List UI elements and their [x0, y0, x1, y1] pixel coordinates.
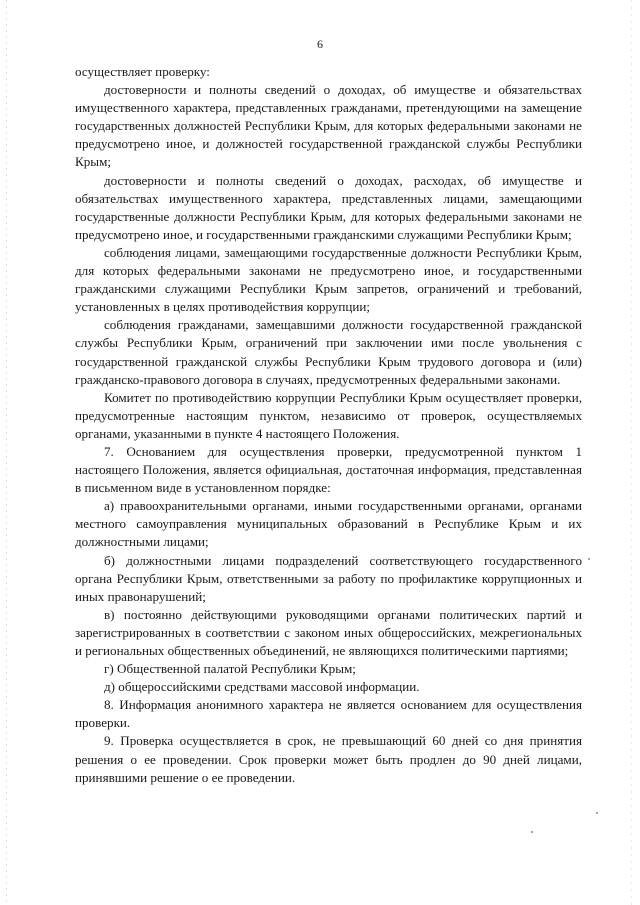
scan-edge-right: [631, 0, 632, 905]
paragraph: Комитет по противодействию коррупции Республики Крым осуществляет проверки, предусмотренные настоящим пунктом, независимо от проверок, осуществляемых органами, указанными в пункте 4 настоящего Положения.: [75, 389, 582, 441]
list-item-g: г) Общественной палатой Республики Крым;: [104, 661, 356, 677]
paragraph: соблюдения лицами, замещающими государственные должности Республики Крым, для которых федеральными законами не предусмотрено иное, и государственными гражданскими служащими Республики Крым запретов, ограничений и требований, установленных в целях противодействия коррупции;: [75, 244, 582, 315]
paragraph: соблюдения гражданами, замещавшими должности государственной гражданской службы Республики Крым, ограничений при заключении ими после увольнения с государственной гражданской службы Республики Крым трудового договора и (или) гражданско-правового договора в случаях, предусмотренных федеральными законами.: [75, 317, 582, 387]
page-number: 6: [317, 37, 323, 51]
list-item-a: а) правоохранительными органами, иными государственными органами, органами местного самоуправления муниципальных образований в Республике Крым и их должностными лицами;: [75, 498, 582, 550]
list-item-d: д) общероссийскими средствами массовой информации.: [104, 679, 420, 695]
scan-speck: [596, 812, 598, 814]
paragraph-item-8: 8. Информация анонимного характера не является основанием для осуществления проверки.: [75, 697, 582, 731]
scan-speck: [531, 831, 533, 833]
scan-speck: [588, 558, 590, 560]
document-body: [75, 63, 582, 787]
list-item-v: в) постоянно действующими руководящими органами политических партий и зарегистрированных в соответствии с законом иных общероссийских, межрегиональных и региональных общественных объединений, не являющихся политическими партиями;: [75, 606, 582, 658]
paragraph-item-7: 7. Основанием для осуществления проверки, предусмотренной пунктом 1 настоящего Положения, является официальная, достаточная информация, представленная в письменном виде в установленном порядке:: [75, 443, 582, 496]
scan-edge-left: [6, 0, 7, 905]
paragraph: достоверности и полноты сведений о доходах, расходах, об имуществе и обязательствах имущественного характера, представленных лицами, замещающими государственные должности Республики Крым, для которых федеральными законами не предусмотрено иное, и государственными гражданскими служащими Республики Крым;: [75, 172, 582, 242]
list-item-b: б) должностными лицами подразделений соответствующего государственного органа Республики Крым, ответственными за работу по профилактике коррупционных и иных правонарушений;: [75, 552, 582, 604]
paragraph-item-9: 9. Проверка осуществляется в срок, не превышающий 60 дней со дня принятия решения о ее проведении. Срок проверки может быть продлен до 90 дней лицами, принявшими решение о ее проведении.: [75, 733, 582, 785]
paragraph-intro: осуществляет проверку:: [75, 64, 210, 79]
paragraph: достоверности и полноты сведений о доходах, об имуществе и обязательствах имущественного характера, представленных гражданами, претендующими на замещение государственных должностей Республики Крым, для которых федеральными законами не предусмотрено иное, и должностей государственной гражданской службы Республики Крым;: [75, 82, 582, 170]
